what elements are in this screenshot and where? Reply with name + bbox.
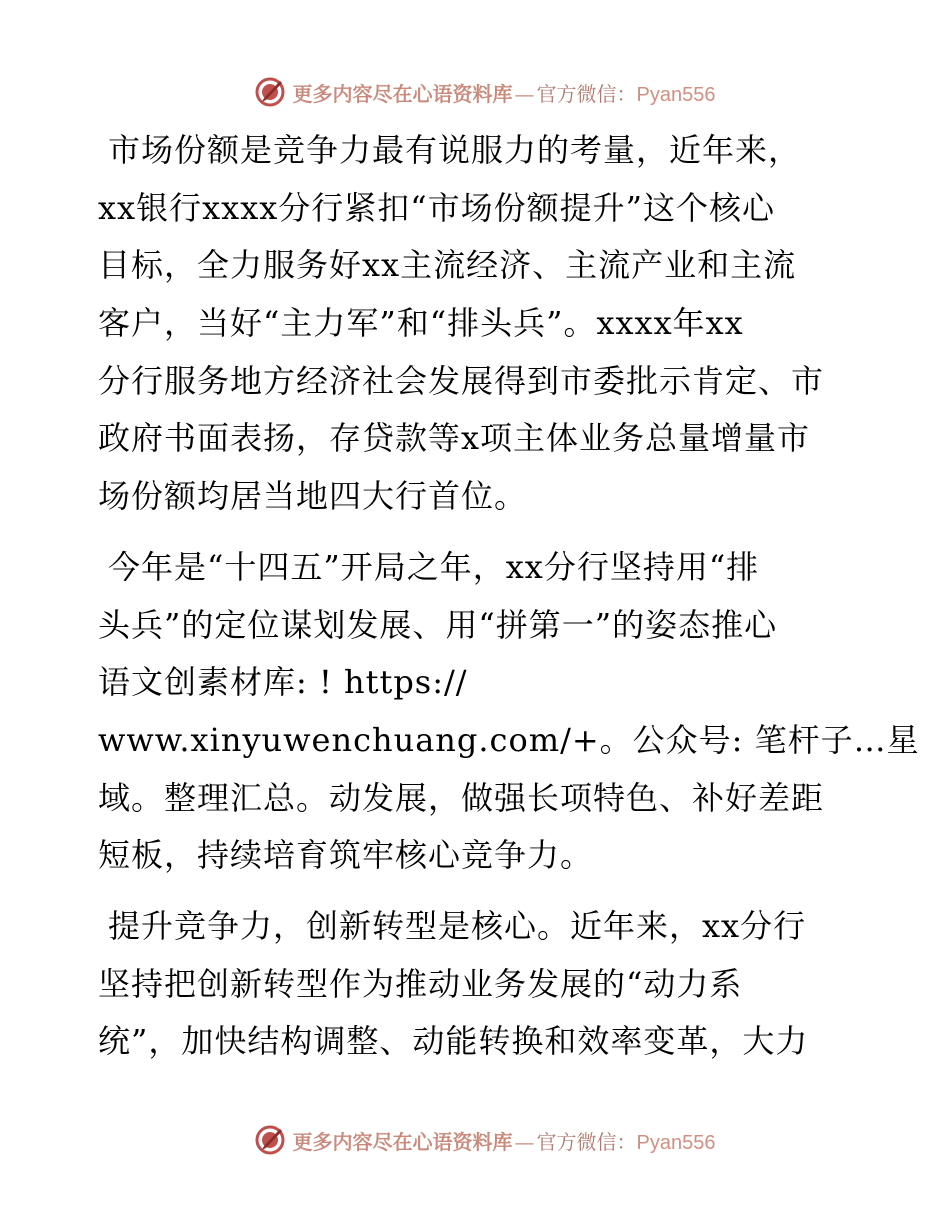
header-watermark <box>0 72 950 112</box>
text-line: 今年是“十四五”开局之年，xx分行坚持用“排 <box>108 547 760 586</box>
pen-logo-icon <box>253 75 287 109</box>
text-line: 分行服务地方经济社会发展得到市委批示肯定、市 <box>98 361 825 400</box>
watermark-label: 官方微信： <box>536 1129 637 1154</box>
paragraph-2 <box>98 539 920 885</box>
text-line: 目标，全力服务好xx主流经济、主流产业和主流 <box>98 246 797 285</box>
text-line: 市场份额是竞争力最有说服力的考量，近年来， <box>108 131 802 169</box>
document-body <box>98 122 920 1084</box>
text-line: 语文创素材库: ! https:// <box>98 663 468 702</box>
footer-watermark <box>0 1120 950 1160</box>
text-line: 提升竞争力，创新转型是核心。近年来，xx分行 <box>108 906 807 945</box>
watermark-main-text: 更多内容尽在心语资料库 <box>292 81 513 106</box>
text-line: 场份额均居当地四大行首位。 <box>98 477 528 516</box>
text-line: xx银行xxxx分行紧扣“市场份额提升”这个核心 <box>98 188 776 227</box>
watermark-handle: Pyan556 <box>636 1131 716 1154</box>
watermark-handle: Pyan556 <box>636 83 716 106</box>
text-line: 客户，当好“主力军”和“排头兵”。xxxx年xx <box>98 304 744 343</box>
text-line: 坚持把创新转型作为推动业务发展的“动力系 <box>98 964 743 1003</box>
text-line: 短板，持续培育筑牢核心竞争力。 <box>98 836 594 875</box>
text-line: www.xinyuwenchuang.com/+。公众号: 笔杆子…星 <box>98 720 920 759</box>
watermark-dash: — <box>514 1129 535 1154</box>
text-line: 政府书面表扬，存贷款等x项主体业务总量增量市 <box>98 419 811 458</box>
text-line: 头兵”的定位谋划发展、用“拼第一”的姿态推心 <box>98 605 778 644</box>
watermark-main-text: 更多内容尽在心语资料库 <box>292 1129 513 1154</box>
watermark-label: 官方微信： <box>536 81 637 106</box>
pen-logo-icon <box>253 1123 287 1157</box>
text-line: 域。整理汇总。动发展，做强长项特色、补好差距 <box>98 778 825 817</box>
text-line: 统”，加快结构调整、动能转换和效率变革，大力 <box>98 1022 809 1061</box>
watermark-dash: — <box>514 81 535 106</box>
paragraph-1 <box>98 122 858 526</box>
paragraph-3 <box>98 898 858 1071</box>
